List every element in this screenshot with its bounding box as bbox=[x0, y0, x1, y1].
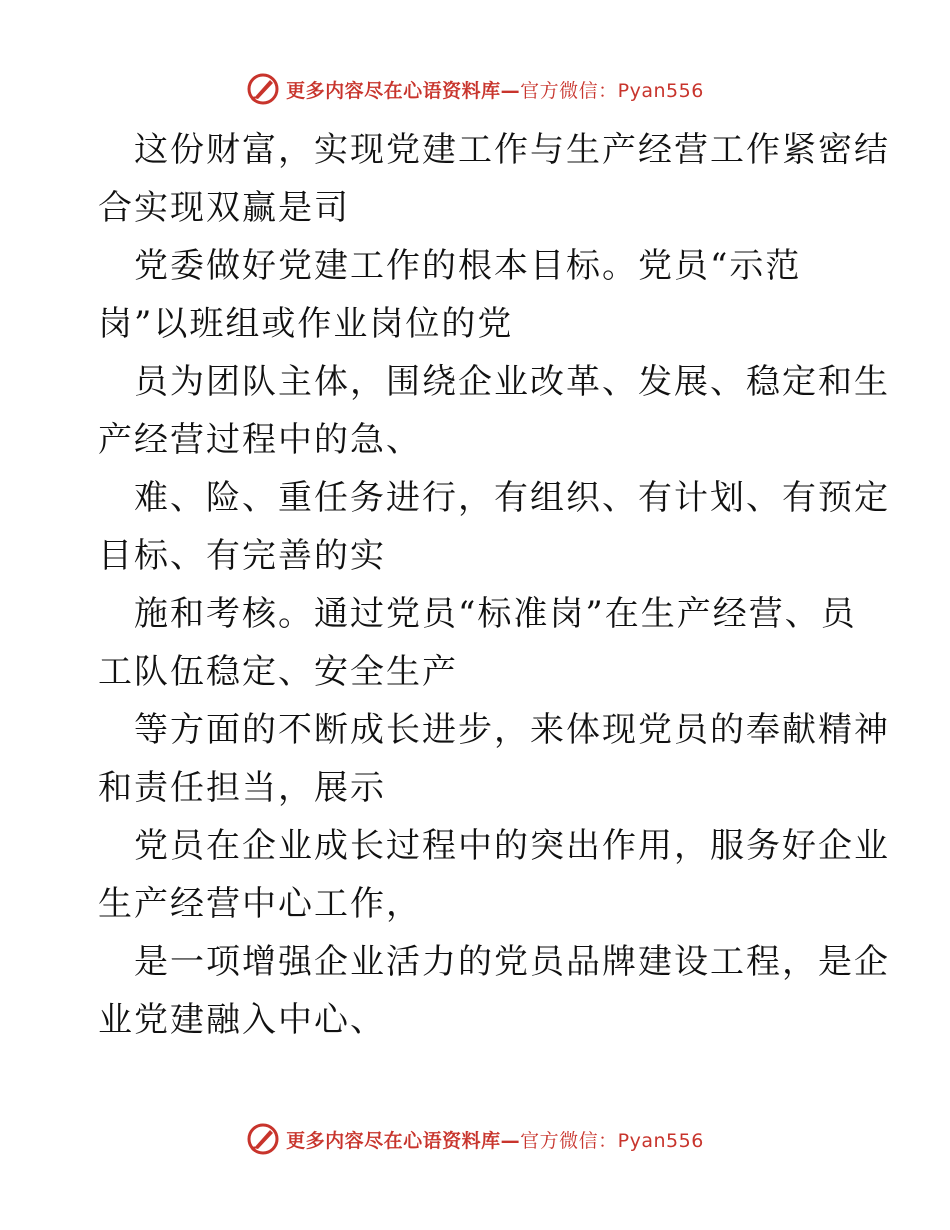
paragraph-5-cont: 工队伍稳定、安全生产 bbox=[98, 652, 458, 692]
footer-wechat-label: 官方微信：Pyan556 bbox=[520, 1129, 704, 1152]
footer-banner bbox=[0, 1122, 950, 1156]
paragraph-7: 党员在企业成长过程中的突出作用，服务好企业 bbox=[134, 826, 890, 866]
paragraph-4: 难、险、重任务进行，有组织、有计划、有预定 bbox=[134, 478, 890, 518]
document-body bbox=[98, 121, 890, 1049]
paragraph-4-cont: 目标、有完善的实 bbox=[98, 536, 386, 576]
paragraph-8-cont: 业党建融入中心、 bbox=[98, 1000, 386, 1040]
paragraph-3: 员为团队主体，围绕企业改革、发展、稳定和生 bbox=[134, 362, 890, 402]
paragraph-1: 这份财富，实现党建工作与生产经营工作紧密结 bbox=[134, 130, 890, 170]
header-banner bbox=[0, 72, 950, 106]
paragraph-5: 施和考核。通过党员“标准岗”在生产经营、员 bbox=[134, 594, 857, 634]
paragraph-2-cont: 岗”以班组或作业岗位的党 bbox=[98, 304, 514, 344]
header-brand-text: 更多内容尽在心语资料库—官方微信：Pyan556 bbox=[286, 79, 704, 102]
feather-pen-logo-icon bbox=[246, 1122, 280, 1156]
paragraph-7-cont: 生产经营中心工作， bbox=[98, 884, 422, 924]
paragraph-2: 党委做好党建工作的根本目标。党员“示范 bbox=[134, 246, 802, 286]
footer-brand-text: 更多内容尽在心语资料库—官方微信：Pyan556 bbox=[286, 1129, 704, 1152]
paragraph-6: 等方面的不断成长进步，来体现党员的奉献精神 bbox=[134, 710, 890, 750]
paragraph-1-cont: 合实现双赢是司 bbox=[98, 188, 350, 228]
paragraph-3-cont: 产经营过程中的急、 bbox=[98, 420, 422, 460]
paragraph-8: 是一项增强企业活力的党员品牌建设工程，是企 bbox=[134, 942, 890, 982]
header-wechat-label: 官方微信：Pyan556 bbox=[520, 79, 704, 102]
paragraph-6-cont: 和责任担当，展示 bbox=[98, 768, 386, 808]
feather-pen-logo-icon bbox=[246, 72, 280, 106]
